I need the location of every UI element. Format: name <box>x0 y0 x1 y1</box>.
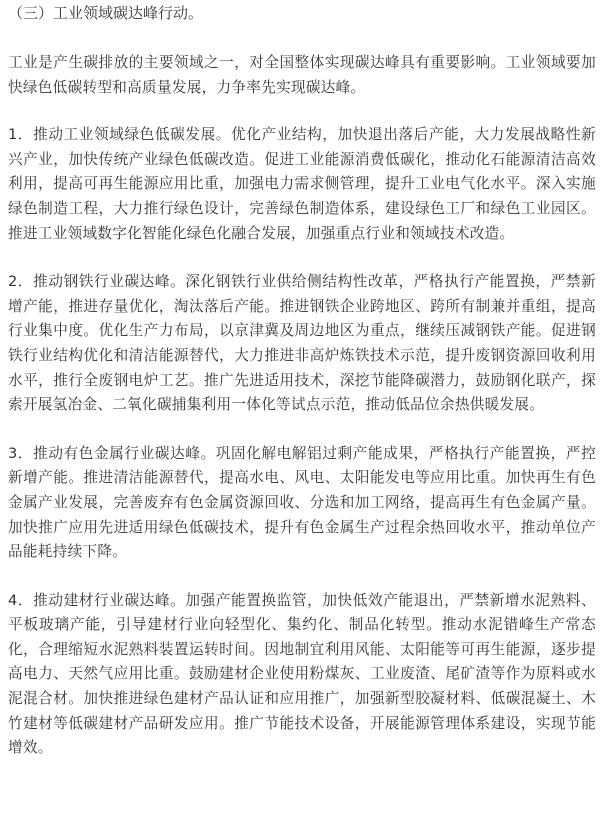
intro-paragraph: 工业是产生碳排放的主要领域之一，对全国整体实现碳达峰具有重要影响。工业领域要加快绿色低碳转型和高质量发展，力争率先实现碳达峰。 <box>8 54 596 96</box>
item-paragraph-2: 2．推动钢铁行业碳达峰。深化钢铁行业供给侧结构性改革，严格执行产能置换，严禁新增产能，推进存量优化，淘汰落后产能。推进钢铁企业跨地区、跨所有制兼并重组，提高行业集中度。优化生产力布局，以京津冀及周边地区为重点，继续压减钢铁产能。促进钢铁行业结构优化和清洁能源替代，大力推进非高炉炼铁技术示范，提升废钢资源回收利用水平，推行全废钢电炉工艺。推广先进适用技术，深挖节能降碳潜力，鼓励钢化联产，探索开展氢冶金、二氧化碳捕集利用一体化等试点示范，推动低品位余热供暖发展。 <box>8 273 596 414</box>
section-title: （三）工业领域碳达峰行动。 <box>8 4 204 22</box>
item-paragraph-4: 4．推动建材行业碳达峰。加强产能置换监管，加快低效产能退出，严禁新增水泥熟料、平板玻璃产能，引导建材行业向轻型化、集约化、制品化转型。推动水泥错峰生产常态化，合理缩短水泥熟料装置运转时间。因地制宜利用风能、太阳能等可再生能源，逐步提高电力、天然气应用比重。鼓励建材企业使用粉煤灰、工业废渣、尾矿渣等作为原料或水泥混合材。加快推进绿色建材产品认证和应用推广，加强新型胶凝材料、低碳混凝土、木竹建材等低碳建材产品研发应用。推广节能技术设备，开展能源管理体系建设，实现节能增效。 <box>8 591 596 757</box>
item-paragraph-3: 3．推动有色金属行业碳达峰。巩固化解电解铝过剩产能成果，严格执行产能置换，严控新增产能。推进清洁能源替代，提高水电、风电、太阳能发电等应用比重。加快再生有色金属产业发展，完善废弃有色金属资源回收、分选和加工网络，提高再生有色金属产量。加快推广应用先进适用绿色低碳技术，提升有色金属生产过程余热回收水平，推动单位产品能耗持续下降。 <box>8 444 596 561</box>
article-body <box>8 0 596 761</box>
item-paragraph-1: 1．推动工业领域绿色低碳发展。优化产业结构，加快退出落后产能，大力发展战略性新兴产业，加快传统产业绿色低碳改造。促进工业能源消费低碳化，推动化石能源清洁高效利用，提高可再生能源应用比重，加强电力需求侧管理，提升工业电气化水平。深入实施绿色制造工程，大力推行绿色设计，完善绿色制造体系，建设绿色工厂和绿色工业园区。推进工业领域数字化智能化绿色化融合发展，加强重点行业和领域技术改造。 <box>8 126 596 242</box>
